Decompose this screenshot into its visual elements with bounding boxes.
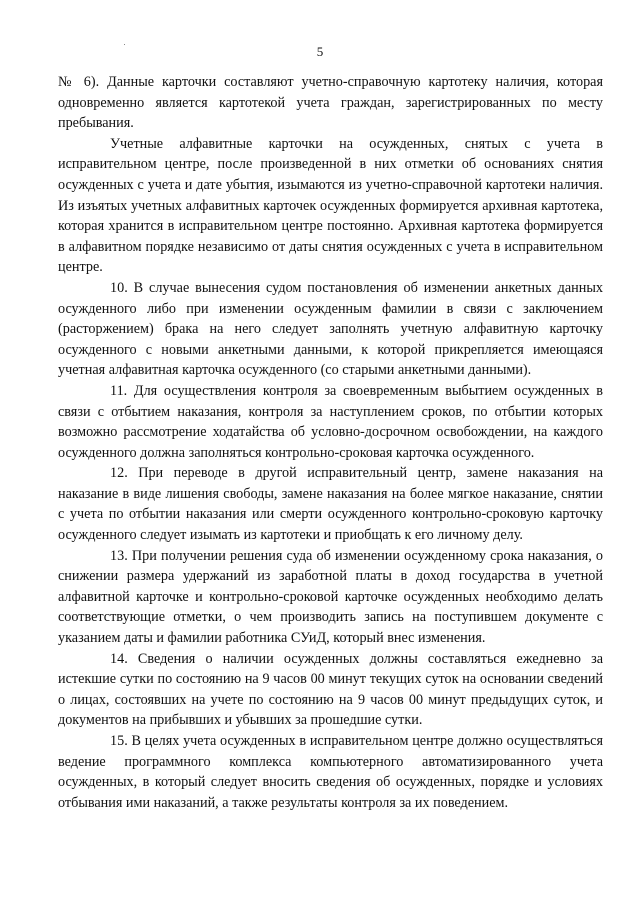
paragraph-item-15: 15. В целях учета осужденных в исправительном центре должно осуществляться ведение программного комплекса компьютерного автоматизированного учета осужденных, в который следует вносить сведения об осужденных, порядке и условиях отбывания ими наказаний, а также результаты контроля за их поведением. [58, 733, 603, 811]
page-number: 5 [316, 44, 324, 59]
paragraph-item-10: 10. В случае вынесения судом постановления об изменении анкетных данных осужденного либо при изменении осужденным фамилии в связи с заключением (расторжением) брака на него следует заполнять учетную алфавитную карточку осужденного с новыми анкетными данными, к которой прикрепляется имеющаяся учетная алфавитная карточка осужденного (со старыми анкетными данными). [58, 279, 603, 379]
paragraph-item-13: 13. При получении решения суда об изменении осужденному срока наказания, о снижении размера удержаний из заработной платы в доход государства в учетной алфавитной карточке и контрольно-сроковой карточке осужденных необходимо делать соответствующие отметки, о чем производить запись на поступившем документе с указанием даты и фамилии работника СУиД, который внес изменения. [58, 547, 603, 647]
paragraph-item-11: 11. Для осуществления контроля за своевременным выбытием осужденных в связи с отбытием наказания, контроля за наступлением сроков, по отбытии которых возможно рассмотрение ходатайства об условно-досрочном освобождении, на каждого осужденного должна заполняться контрольно-сроковая карточка осужденного. [58, 382, 603, 461]
paragraph-item-14: 14. Сведения о наличии осужденных должны составляться ежедневно за истекшие сутки по состоянию на 9 часов 00 минут текущих суток на основании сведений о лицах, состоявших на учете по состоянию на 9 часов 00 минут предыдущих суток, и документов на прибывших и убывших за прошедшие сутки. [58, 650, 603, 729]
paragraph-continuation: № 6). Данные карточки составляют учетно-справочную картотеку наличия, которая одновременно является картотекой учета граждан, зарегистрированных по месту пребывания. [58, 74, 603, 132]
paragraph-archive-cards: Учетные алфавитные карточки на осужденных, снятых с учета в исправительном центре, после произведенной в них отметки об основаниях снятия осужденных с учета и дате убытия, изымаются из учетно-справочной картотеки наличия. Из изъятых учетных алфавитных карточек осужденных формируется архивная картотека, которая хранится в исправительном центре постоянно. Архивная картотека формируется в алфавитном порядке независимо от даты снятия осужденных с учета в исправительном центре. [58, 135, 603, 276]
paragraph-item-12: 12. При переводе в другой исправительный центр, замене наказания на наказание в виде лишения свободы, замене наказания на более мягкое наказание, снятии с учета по отбытии наказания или смерти осужденного контрольно-сроковую карточку осужденного следует изымать из картотеки и приобщать к его личному делу. [58, 465, 603, 544]
document-body [58, 72, 603, 813]
